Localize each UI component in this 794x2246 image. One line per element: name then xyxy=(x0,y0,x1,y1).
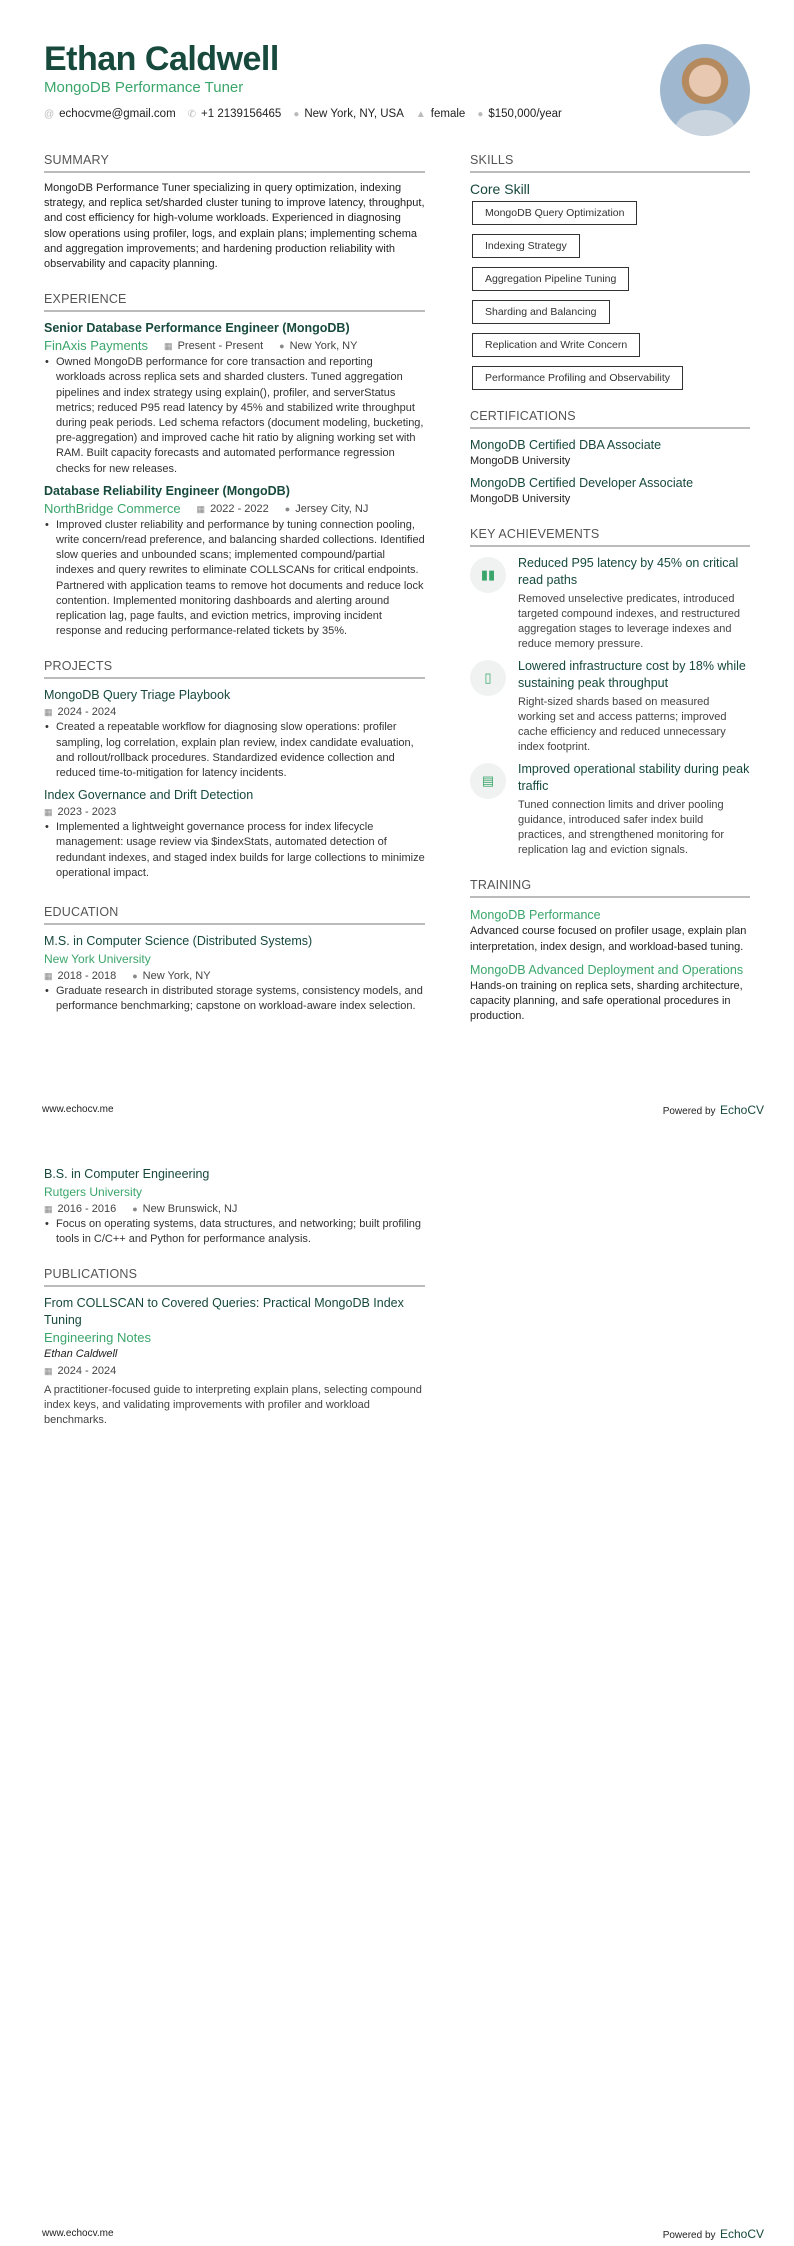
skill-tag: Indexing Strategy xyxy=(472,234,580,258)
achievements-heading: KEY ACHIEVEMENTS xyxy=(470,527,750,547)
publication-author: Ethan Caldwell xyxy=(44,1348,118,1361)
contact-gender: ▲ female xyxy=(415,108,466,120)
calendar-icon: ▦ xyxy=(44,1365,53,1376)
skill-tag: Replication and Write Concern xyxy=(472,333,640,357)
calendar-icon: ▦ xyxy=(164,341,173,352)
training-name: MongoDB Performance xyxy=(470,908,601,923)
location-icon: ● xyxy=(284,503,291,514)
calculator-icon: ▤ xyxy=(470,763,506,799)
left-column xyxy=(44,153,425,1021)
skill-tag: Performance Profiling and Observability xyxy=(472,366,683,390)
skill-tag: MongoDB Query Optimization xyxy=(472,201,637,225)
publications-heading: PUBLICATIONS xyxy=(44,1267,425,1287)
company: FinAxis Payments xyxy=(44,338,149,354)
publication-description: A practitioner-focused guide to interpreting explain plans, selecting compound index keys, and validating improvements with profiler and workload benchmarks. xyxy=(44,1383,422,1427)
cert-name: MongoDB Certified Developer Associate xyxy=(470,476,694,491)
company: NorthBridge Commerce xyxy=(44,500,181,516)
echocv-logo[interactable]: EchoCV xyxy=(719,1103,764,1117)
contact-email[interactable]: @ echocvme@gmail.com xyxy=(44,108,176,120)
contact-location: ● New York, NY, USA xyxy=(293,108,404,120)
location-icon: ● xyxy=(293,109,300,120)
certifications-heading: CERTIFICATIONS xyxy=(470,409,750,429)
skill-tag: Aggregation Pipeline Tuning xyxy=(472,267,629,291)
bullet: • Improved cluster reliability and performance by tuning connection pooling, write concern/read preference, and balancing sharded collections. Identified slow queries and unbounded scans; implemented compound/partial indexes and query rewrites to eliminate COLLSCANs for critical endpoints. Partnered with application teams to remove hot documents and reduce lock contention. Implemented monitoring dashboards and alerting around replication lag, page faults, and eviction metrics, improving incident response and reducing performance-related tickets by 35%. xyxy=(44,518,425,640)
school: Rutgers University xyxy=(44,1185,143,1199)
contact-phone[interactable]: ✆ +1 2139156465 xyxy=(187,108,282,120)
book-icon: ▮▮ xyxy=(470,557,506,593)
candidate-name: Ethan Caldwell xyxy=(44,40,279,78)
bullet: • Graduate research in distributed storage systems, consistency models, and performance benchmarking; capstone on workload-aware index selection. xyxy=(44,984,425,1014)
location-icon: ● xyxy=(132,1204,138,1214)
calendar-icon: ▦ xyxy=(196,503,206,514)
project-name: Index Governance and Drift Detection xyxy=(44,788,254,803)
footer-website[interactable]: www.echocv.me xyxy=(42,2228,114,2239)
project-name: MongoDB Query Triage Playbook xyxy=(44,688,231,703)
footer-powered: Powered by EchoCV xyxy=(662,2227,764,2241)
skills-heading: SKILLS xyxy=(470,153,750,173)
bullet: • Owned MongoDB performance for core transaction and reporting workloads across replica sets and sharded clusters. Tuned aggregation pipelines and index strategy using explain(), profiler, and serverStatus metrics; reduced P95 read latency by 45% and stabilized write throughput during peak periods. Led schema refactors (document modeling, bucketing, pre-aggregation) and improved cache hit ratio by aligning working set with RAM. Built capacity forecasts and automated performance regression checks for new releases. xyxy=(44,355,425,477)
training-heading: TRAINING xyxy=(470,878,750,898)
at-icon: @ xyxy=(44,109,55,120)
footer-website[interactable]: www.echocv.me xyxy=(42,1104,114,1115)
echocv-logo[interactable]: EchoCV xyxy=(719,2227,764,2241)
job-title: Senior Database Performance Engineer (MongoDB) xyxy=(44,321,350,336)
calendar-icon: ▦ xyxy=(44,971,53,982)
projects-heading: PROJECTS xyxy=(44,659,425,679)
bullet: • Implemented a lightweight governance process for index lifecycle management: usage review via $indexStats, automated detection of redundant indexes, and staged index builds for large collections to minimize operational impact. xyxy=(44,820,425,881)
school: New York University xyxy=(44,952,151,967)
training-description: Advanced course focused on profiler usage, explain plan interpretation, index design, and workload-based tuning. xyxy=(470,925,747,953)
experience-item: Senior Database Performance Engineer (MongoDB) FinAxis Payments ▦ Present - Present ● New York, NY • Owned MongoDB performance for core transaction and reporting workloads across replica sets and sharded clusters. Tuned aggregation pipelines and index strategy using explain(), profiler, and serverStatus metrics; reduced P95 read latency by 45% and stabilized write throughput during peak periods. Led schema refactors (document modeling, bucketing, pre-aggregation) and improved cache hit ratio by aligning working set with RAM. Built capacity forecasts and automated performance regression checks for new releases. xyxy=(44,320,425,477)
education-heading: EDUCATION xyxy=(44,905,425,925)
achievement-item: ▮▮ Reduced P95 latency by 45% on critical read paths Removed unselective predicates, introduced targeted compound indexes, and restructured aggregation stages to leverage indexes and reduce memory pressure. xyxy=(470,555,750,652)
location-icon: ● xyxy=(279,341,285,352)
left-column-page-2: B.S. in Computer Engineering Rutgers University ▦ 2016 - 2016 ● New Brunswick, NJ • Focus on operating systems, data structures, and networking; built profiling tools in C/C++ and Python for performance analysis. PUBLICATIONS From COLLSCAN to Covered Queries: Practical MongoDB Index Tuning Engineering Notes Ethan Caldwell ▦ 2024 - 2024 A practitioner-focused guide to interpreting explain plans, selecting compound index keys, and validating improvements with profiler and workload benchmarks. xyxy=(44,1160,425,1428)
calendar-icon: ▦ xyxy=(44,807,53,818)
footer-powered: Powered by EchoCV xyxy=(662,1103,764,1117)
mobile-icon: ▯ xyxy=(470,660,506,696)
project-item: MongoDB Query Triage Playbook ▦ 2024 - 2024 • Created a repeatable workflow for diagnosing slow operations: profiler sampling, log correlation, explain plan review, index candidate evaluation, and rollout/rollback procedures. Standardized evidence collection and reduced time-to-mitigation for latency incidents. xyxy=(44,687,425,781)
summary-heading: SUMMARY xyxy=(44,153,425,173)
training-description: Hands-on training on replica sets, sharding architecture, capacity planning, and safe operational procedures in production. xyxy=(470,979,743,1023)
avatar xyxy=(660,44,750,136)
summary-text: MongoDB Performance Tuner specializing in query optimization, indexing strategy, and replica set/sharded cluster tuning to improve latency, throughput, and cost efficiency for high-volume workloads. Experienced in diagnosing slow operations using profiler, logs, and explain plans; implementing schema and aggregation improvements; and hardening production reliability with observability and capacity planning. xyxy=(44,182,425,271)
education-item: B.S. in Computer Engineering Rutgers University ▦ 2016 - 2016 ● New Brunswick, NJ • Focus on operating systems, data structures, and networking; built profiling tools in C/C++ and Python for performance analysis. xyxy=(44,1166,425,1247)
project-item: Index Governance and Drift Detection ▦ 2023 - 2023 • Implemented a lightweight governance process for index lifecycle management: usage review via $indexStats, automated detection of redundant indexes, and staged index builds for large collections to minimize operational impact. xyxy=(44,787,425,881)
contact-row xyxy=(44,108,562,120)
publisher: Engineering Notes xyxy=(44,1330,151,1346)
calendar-icon: ▦ xyxy=(44,1204,53,1214)
cert-name: MongoDB Certified DBA Associate xyxy=(470,438,662,452)
money-icon: ● xyxy=(477,109,484,120)
candidate-title: MongoDB Performance Tuner xyxy=(44,79,244,96)
achievement-item: ▯ Lowered infrastructure cost by 18% while sustaining peak throughput Right-sized shards based on measured working set and access patterns; improved cache efficiency and reduced unnecessary index footprint. xyxy=(470,658,750,755)
contact-salary: ● $150,000/year xyxy=(477,108,562,120)
skill-group: Core Skill xyxy=(470,181,530,197)
right-column xyxy=(470,153,750,1024)
skill-tags xyxy=(470,201,750,399)
education-item: M.S. in Computer Science (Distributed Systems) New York University ▦ 2018 - 2018 ● New York, NY • Graduate research in distributed storage systems, consistency models, and performance benchmarking; capstone on workload-aware index selection. xyxy=(44,933,425,1014)
experience-heading: EXPERIENCE xyxy=(44,292,425,312)
person-icon: ▲ xyxy=(415,109,426,120)
bullet: • Created a repeatable workflow for diagnosing slow operations: profiler sampling, log correlation, explain plan review, index candidate evaluation, and rollout/rollback procedures. Standardized evidence collection and reduced time-to-mitigation for latency incidents. xyxy=(44,720,425,781)
achievement-item: ▤ Improved operational stability during peak traffic Tuned connection limits and driver pooling guidance, introduced safer index build practices, and strengthened monitoring for replication lag and eviction signals. xyxy=(470,761,750,858)
degree: B.S. in Computer Engineering xyxy=(44,1167,210,1181)
cert-issuer: MongoDB University xyxy=(470,455,571,467)
cert-issuer: MongoDB University xyxy=(470,493,571,506)
experience-item: Database Reliability Engineer (MongoDB) NorthBridge Commerce ▦ 2022 - 2022 ● Jersey City, NJ • Improved cluster reliability and performance by tuning connection pooling, write concern/read preference, and balancing sharded collections. Identified slow queries and unbounded scans; implemented compound/partial indexes and query rewrites to eliminate COLLSCANs for critical endpoints. Partnered with application teams to remove hot documents and reduce lock contention. Implemented monitoring dashboards and alerting around replication lag, page faults, and eviction metrics, improving incident response and reducing performance-related tickets by 35%. xyxy=(44,483,425,640)
bullet: • Focus on operating systems, data structures, and networking; built profiling tools in C/C++ and Python for performance analysis. xyxy=(44,1217,425,1247)
publication-title: From COLLSCAN to Covered Queries: Practical MongoDB Index Tuning xyxy=(44,1296,404,1328)
skill-tag: Sharding and Balancing xyxy=(472,300,610,324)
calendar-icon: ▦ xyxy=(44,707,53,718)
degree: M.S. in Computer Science (Distributed Systems) xyxy=(44,934,313,949)
phone-icon: ✆ xyxy=(187,109,197,120)
training-name: MongoDB Advanced Deployment and Operations xyxy=(470,962,744,977)
job-title: Database Reliability Engineer (MongoDB) xyxy=(44,483,290,498)
location-icon: ● xyxy=(132,971,138,982)
